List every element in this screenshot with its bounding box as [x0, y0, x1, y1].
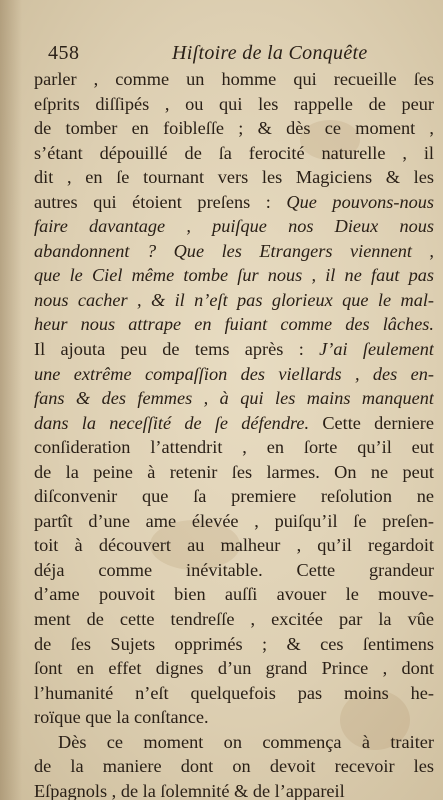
italic-text-span: faire davantage , puiſque nos Dieux nous	[34, 216, 434, 237]
italic-text-span: J’ai ſeulement	[319, 339, 434, 360]
text-line	[34, 312, 434, 337]
text-span: ment de cette tendreſſe , excitée par la vûe	[34, 609, 434, 630]
text-line	[34, 165, 434, 190]
text-line	[34, 435, 434, 460]
text-line	[34, 190, 434, 215]
text-line	[34, 558, 434, 583]
text-span: Il ajouta peu de tems après :	[34, 339, 320, 360]
text-span: conſideration l’attendrit , en ſorte qu’il eut	[34, 437, 434, 458]
text-line	[34, 484, 434, 509]
text-line	[34, 533, 434, 558]
text-line	[34, 288, 434, 313]
text-span: dit , en ſe tournant vers les Magiciens & les	[34, 167, 434, 188]
text-span: diſconvenir que ſa premiere reſolution ne	[34, 486, 434, 507]
text-span: l’humanité n’eſt quelquefois pas moins he-	[34, 682, 434, 703]
page-header	[48, 40, 428, 66]
text-span: eſprits diſſipés , ou qui les rappelle de peur	[34, 93, 434, 114]
italic-text-span: abandonnent ? Que les Etrangers viennent ,	[34, 240, 434, 261]
text-line	[34, 411, 434, 436]
running-head: Hiſtoire de la Conquête	[172, 42, 368, 64]
text-line	[34, 754, 434, 779]
text-span: de la maniere dont on devoit recevoir les	[34, 756, 434, 777]
text-span: autres qui étoient preſens :	[34, 191, 287, 212]
text-span: Dès ce moment on commença à traiter	[58, 731, 434, 752]
text-line	[34, 362, 434, 387]
text-span: partît d’une ame élevée , puiſqu’il ſe preſen-	[34, 510, 434, 531]
text-span: toit à découvert au malheur , qu’il regardoit	[34, 535, 434, 556]
text-span: Eſpagnols , de la ſolemnité & de l’appareil	[34, 780, 345, 800]
italic-text-span: dans la neceſſité de ſe défendre.	[34, 412, 323, 433]
text-span: de ſes Sujets opprimés ; & ces ſentimens	[34, 633, 434, 654]
text-span: parler , comme un homme qui recueille ſes	[34, 69, 434, 89]
text-line	[34, 116, 434, 141]
text-span: de tomber en foibleſſe ; & dès ce moment ,	[34, 118, 434, 139]
italic-text-span: fans & des femmes , à qui les mains manquent	[34, 388, 434, 409]
text-line	[34, 779, 434, 800]
binding-shadow	[0, 0, 22, 800]
text-line	[34, 141, 434, 166]
text-line	[34, 214, 434, 239]
text-line	[34, 460, 434, 485]
text-line	[34, 607, 434, 632]
text-span: Cette derniere	[322, 412, 434, 433]
text-line	[34, 337, 434, 362]
italic-text-span: que le Ciel même tombe ſur nous , il ne faut pas	[34, 265, 434, 286]
text-line	[34, 92, 434, 117]
text-span: ſont en effet dignes d’un grand Prince , dont	[34, 658, 434, 679]
text-line	[34, 509, 434, 534]
text-span: déja comme inévitable. Cette grandeur	[34, 559, 434, 580]
text-line	[34, 632, 434, 657]
text-line	[34, 730, 434, 755]
text-line	[34, 239, 434, 264]
italic-text-span: Que pouvons-nous	[286, 191, 434, 212]
text-span: roïque que la conſtance.	[34, 707, 209, 728]
text-span: s’étant dépouillé de ſa ferocité naturelle , il	[34, 142, 434, 163]
text-line	[34, 681, 434, 706]
italic-text-span: heur nous attrape en fuiant comme des lâches.	[34, 314, 434, 335]
italic-text-span: une extrême compaſſion des viellards , des en-	[34, 363, 434, 384]
italic-text-span: nous cacher , & il n’eſt pas glorieux que le mal-	[34, 289, 434, 310]
text-span: de la peine à retenir ſes larmes. On ne peut	[34, 461, 434, 482]
text-line	[34, 582, 434, 607]
text-line	[34, 263, 434, 288]
text-span: d’ame pouvoit bien auſſi avouer le mouve-	[34, 584, 434, 605]
text-line	[34, 386, 434, 411]
text-line	[34, 705, 434, 730]
page-number: 458	[48, 42, 80, 64]
text-line	[34, 656, 434, 681]
body-text	[34, 67, 434, 800]
text-line	[34, 67, 434, 92]
